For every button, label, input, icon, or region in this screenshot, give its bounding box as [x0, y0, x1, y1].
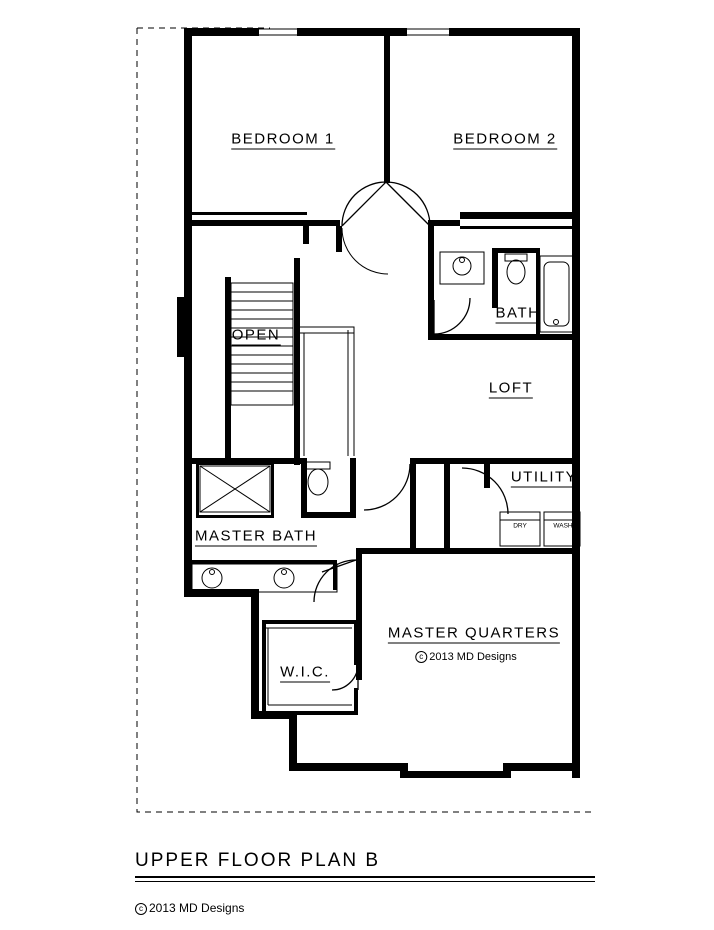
room-label-master-quarters: MASTER QUARTERS: [387, 624, 561, 642]
copyright-text-inner: 2013 MD Designs: [429, 651, 517, 663]
page-title: UPPER FLOOR PLAN B: [135, 850, 381, 871]
appliance-label-dryer: DRY: [513, 522, 527, 530]
title-rule-primary: [135, 876, 595, 878]
staircase: [231, 283, 354, 456]
copyright-symbol-inner: c: [415, 651, 427, 663]
copyright-symbol-footer: c: [135, 903, 147, 915]
plan-copyright-notice: [415, 651, 516, 663]
footer-copyright: [135, 901, 244, 915]
shower-pan: [200, 466, 270, 512]
appliance-label-washer: WASH: [553, 522, 573, 530]
room-label-bedroom-2: BEDROOM 2: [453, 130, 557, 148]
room-label-utility: UTILITY: [510, 468, 578, 486]
title-block: [135, 850, 595, 882]
room-label-master-bath: MASTER BATH: [194, 527, 318, 545]
room-label-wic: W.I.C.: [280, 663, 330, 681]
copyright-text-footer: 2013 MD Designs: [149, 901, 245, 915]
door-swings: [314, 182, 508, 690]
room-label-loft: LOFT: [488, 379, 534, 397]
room-label-bath: BATH: [495, 304, 541, 322]
room-label-bedroom-1: BEDROOM 1: [231, 130, 335, 148]
title-rule-secondary: [135, 881, 595, 882]
room-label-open: OPEN: [231, 326, 281, 344]
